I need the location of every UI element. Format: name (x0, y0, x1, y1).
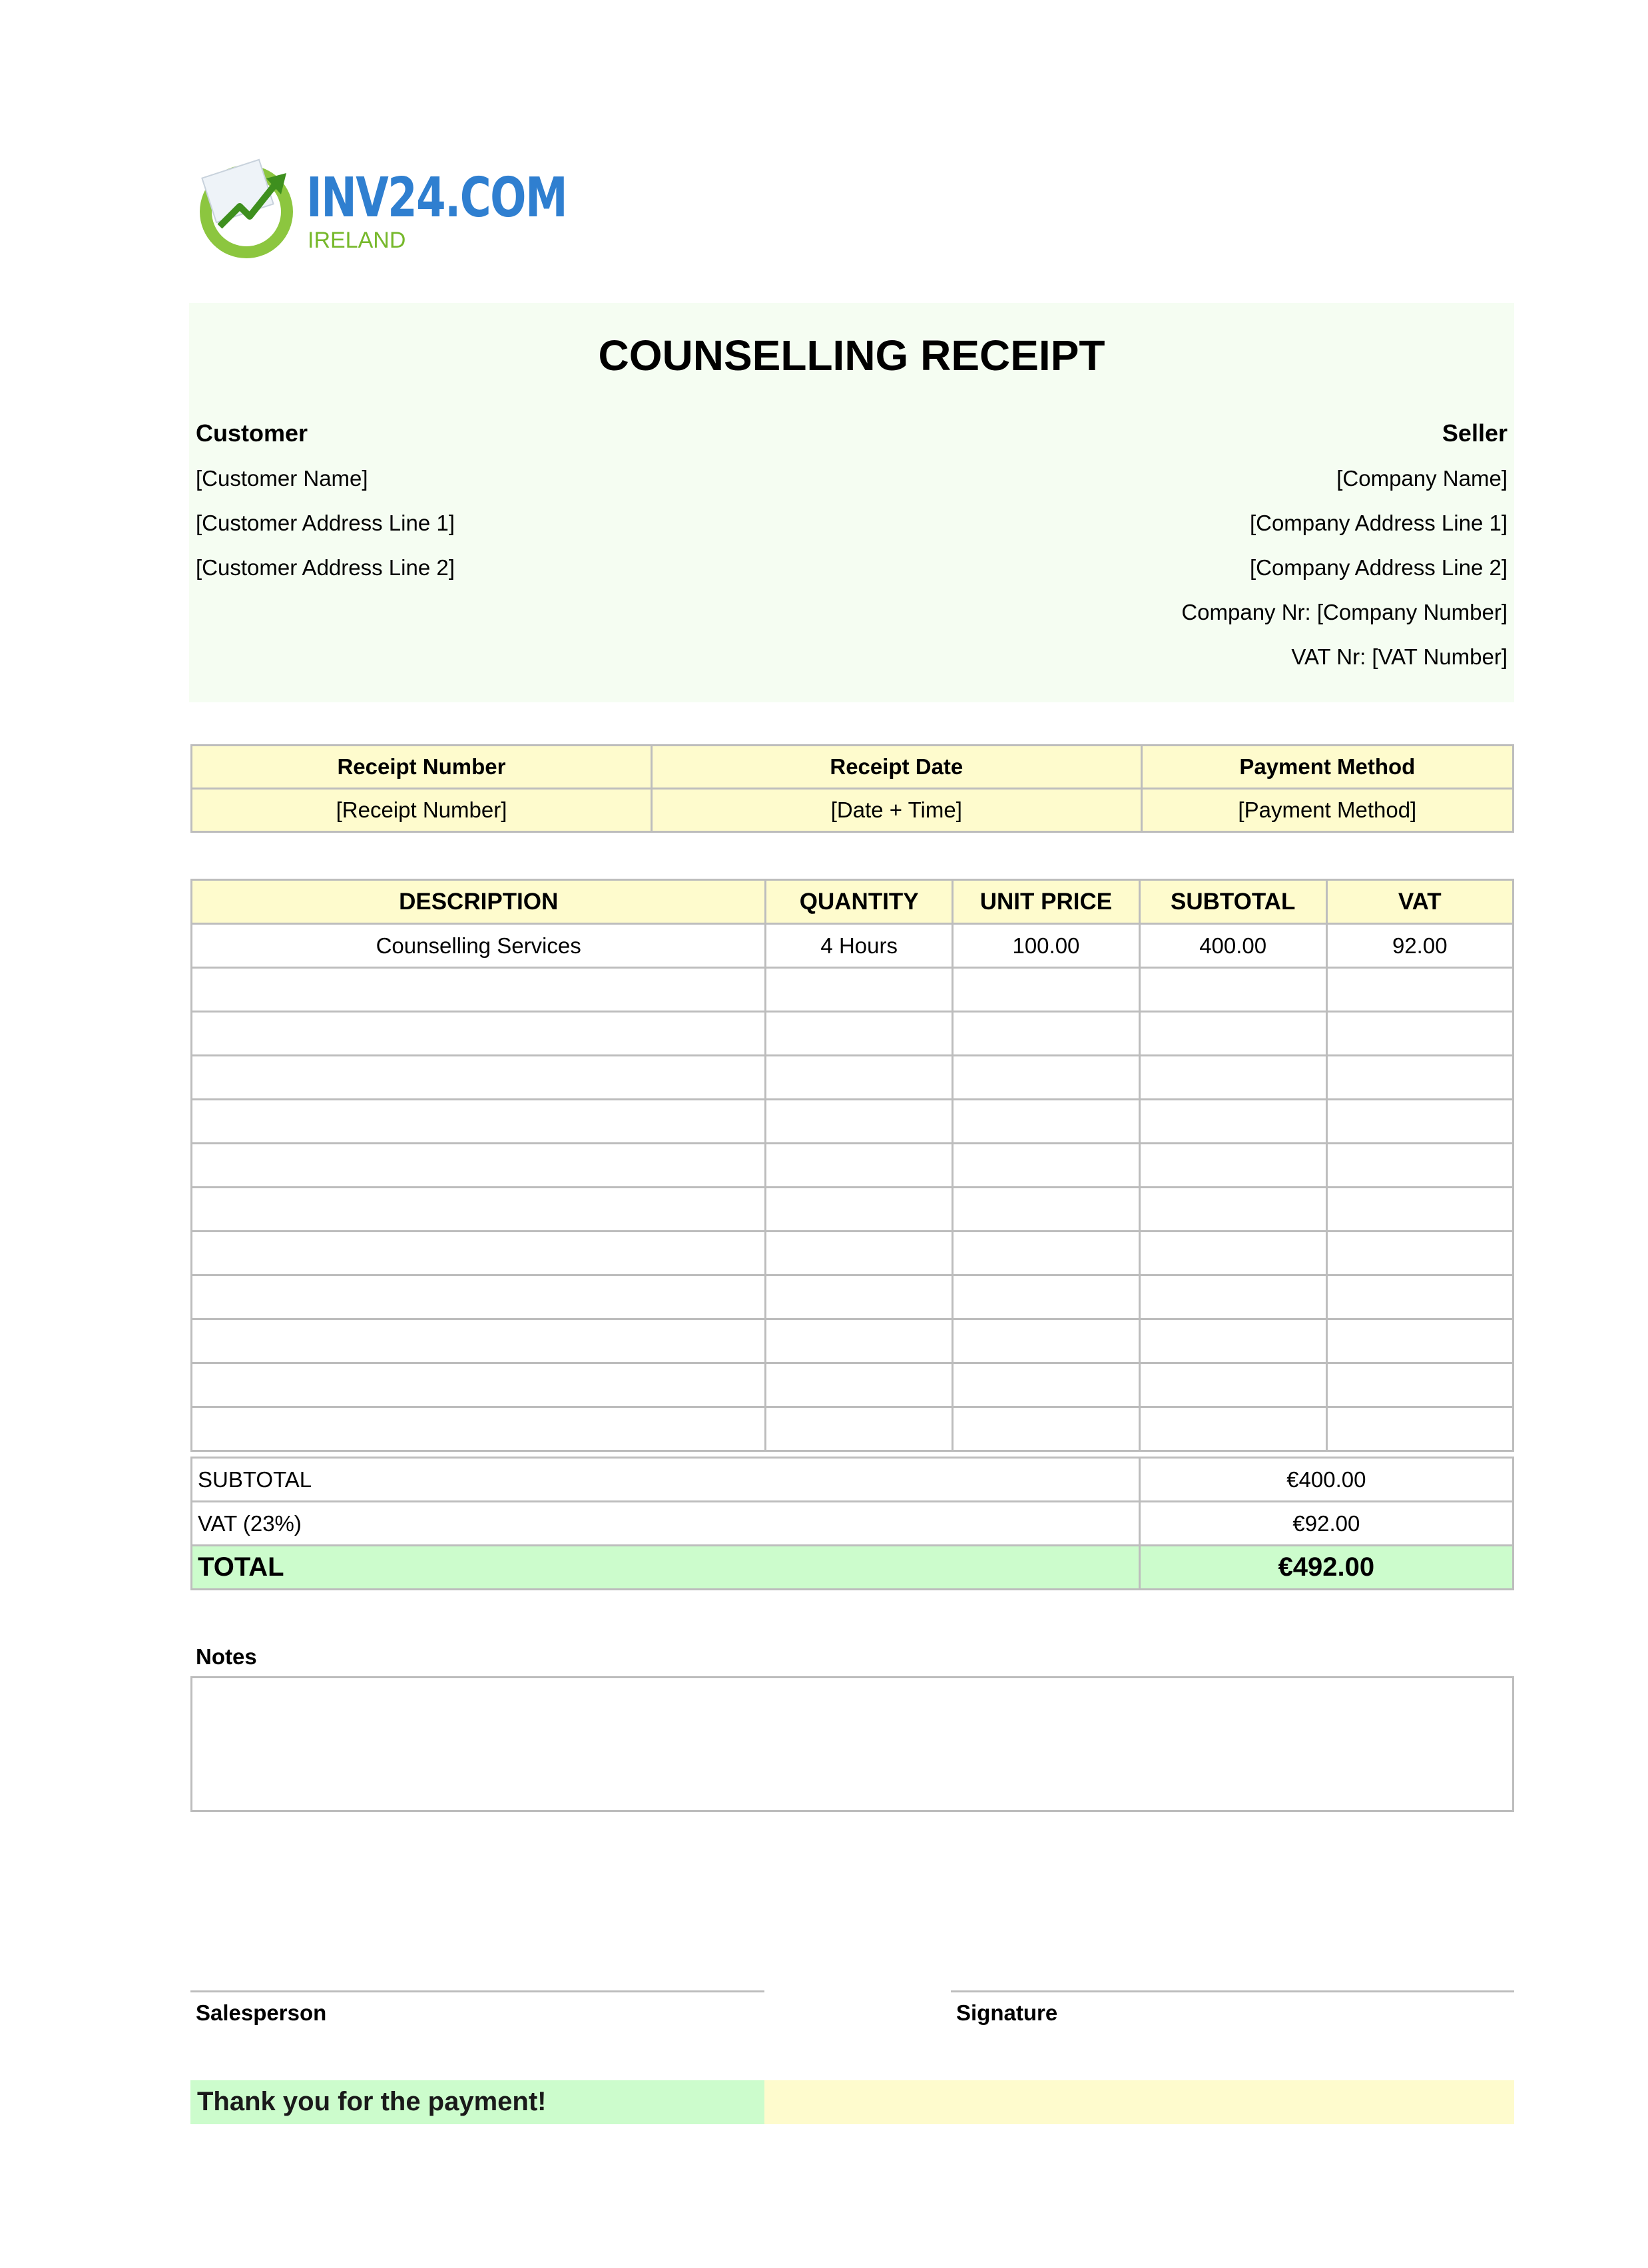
subtotal-cell (1139, 968, 1326, 1012)
unit-price-cell (953, 1100, 1140, 1144)
quantity-cell (766, 1012, 953, 1056)
table-row (192, 1012, 1513, 1056)
vat-cell (1326, 1319, 1513, 1363)
subtotal-cell (1139, 1012, 1326, 1056)
total-row (192, 1546, 1513, 1590)
vat-cell (1326, 1232, 1513, 1275)
unit-price-cell (953, 1232, 1140, 1275)
quantity-cell (766, 968, 953, 1012)
unit-price-cell: 100.00 (953, 924, 1140, 968)
unit-price-cell (953, 1056, 1140, 1100)
unit-price-header: UNIT PRICE (953, 880, 1140, 924)
vat-cell (1326, 1100, 1513, 1144)
seller-company-number: Company Nr: [Company Number] (1181, 600, 1508, 624)
unit-price-cell (953, 1319, 1140, 1363)
table-row (192, 1407, 1513, 1451)
customer-name: [Customer Name] (196, 466, 368, 491)
quantity-cell (766, 1275, 953, 1319)
vat-cell (1326, 1363, 1513, 1407)
table-row (192, 968, 1513, 1012)
quantity-cell (766, 1144, 953, 1188)
subtotal-cell (1139, 1319, 1326, 1363)
unit-price-cell (953, 1012, 1140, 1056)
seller-heading: Seller (1442, 419, 1508, 447)
vat-cell: 92.00 (1326, 924, 1513, 968)
subtotal-cell (1139, 1407, 1326, 1451)
table-row (192, 1188, 1513, 1232)
subtotal-cell (1139, 1232, 1326, 1275)
vat-value: €92.00 (1139, 1502, 1513, 1546)
payment-method-header: Payment Method (1141, 746, 1513, 789)
table-row (192, 1319, 1513, 1363)
vat-cell (1326, 1012, 1513, 1056)
items-body (192, 924, 1513, 1451)
description-cell (192, 1275, 766, 1319)
unit-price-cell (953, 1144, 1140, 1188)
quantity-cell (766, 1100, 953, 1144)
seller-address-line-2: [Company Address Line 2] (1249, 555, 1508, 580)
customer-address-line-2: [Customer Address Line 2] (196, 555, 455, 580)
signature-label: Signature (956, 2000, 1058, 2025)
description-cell (192, 968, 766, 1012)
subtotal-cell (1139, 1100, 1326, 1144)
footer-highlight-bar (764, 2080, 1514, 2124)
seller-address-line-1: [Company Address Line 1] (1249, 511, 1508, 535)
unit-price-cell (953, 968, 1140, 1012)
description-cell (192, 1012, 766, 1056)
customer-address-line-1: [Customer Address Line 1] (196, 511, 455, 535)
thank-you-banner (190, 2080, 764, 2124)
company-logo (193, 153, 567, 260)
description-cell (192, 1056, 766, 1100)
salesperson-label: Salesperson (196, 2000, 327, 2025)
subtotal-label: SUBTOTAL (192, 1458, 1140, 1502)
notes-field[interactable] (190, 1676, 1514, 1812)
quantity-cell (766, 1407, 953, 1451)
vat-cell (1326, 1188, 1513, 1232)
table-row (192, 1363, 1513, 1407)
items-header-row (192, 880, 1513, 924)
seller-name: [Company Name] (1336, 466, 1508, 491)
total-value: €492.00 (1139, 1546, 1513, 1590)
vat-cell (1326, 1144, 1513, 1188)
subtotal-header: SUBTOTAL (1139, 880, 1326, 924)
quantity-cell (766, 1363, 953, 1407)
totals-table (190, 1457, 1514, 1590)
description-cell (192, 1232, 766, 1275)
subtotal-cell (1139, 1275, 1326, 1319)
vat-header: VAT (1326, 880, 1513, 924)
page-title: COUNSELLING RECEIPT (598, 332, 1105, 379)
vat-cell (1326, 1056, 1513, 1100)
description-cell (192, 1363, 766, 1407)
receipt-meta-table (190, 744, 1514, 833)
subtotal-cell: 400.00 (1139, 924, 1326, 968)
receipt-number-value: [Receipt Number] (192, 789, 652, 832)
subtotal-row (192, 1458, 1513, 1502)
quantity-header: QUANTITY (766, 880, 953, 924)
description-cell (192, 1188, 766, 1232)
quantity-cell: 4 Hours (766, 924, 953, 968)
description-cell (192, 1100, 766, 1144)
subtotal-cell (1139, 1363, 1326, 1407)
quantity-cell (766, 1319, 953, 1363)
subtotal-value: €400.00 (1139, 1458, 1513, 1502)
receipt-meta-header-row (192, 746, 1513, 789)
vat-row (192, 1502, 1513, 1546)
signature-line (951, 1990, 1514, 1992)
description-header: DESCRIPTION (192, 880, 766, 924)
vat-cell (1326, 1407, 1513, 1451)
logo-country: IRELAND (308, 228, 406, 253)
items-table (190, 879, 1514, 1452)
quantity-cell (766, 1188, 953, 1232)
unit-price-cell (953, 1188, 1140, 1232)
receipt-number-header: Receipt Number (192, 746, 652, 789)
subtotal-cell (1139, 1188, 1326, 1232)
total-label: TOTAL (192, 1546, 1140, 1590)
receipt-date-header: Receipt Date (651, 746, 1141, 789)
table-row (192, 1100, 1513, 1144)
unit-price-cell (953, 1407, 1140, 1451)
logo-wordmark: INV24.COM (306, 166, 567, 230)
quantity-cell (766, 1056, 953, 1100)
header-panel (189, 303, 1514, 702)
seller-vat-number: VAT Nr: [VAT Number] (1291, 644, 1508, 669)
vat-label: VAT (23%) (192, 1502, 1140, 1546)
table-row (192, 1144, 1513, 1188)
table-row (192, 1232, 1513, 1275)
thank-you-message: Thank you for the payment! (197, 2087, 547, 2116)
vat-cell (1326, 968, 1513, 1012)
subtotal-cell (1139, 1144, 1326, 1188)
receipt-meta-value-row (192, 789, 1513, 832)
notes-label: Notes (196, 1644, 257, 1669)
vat-cell (1326, 1275, 1513, 1319)
quantity-cell (766, 1232, 953, 1275)
receipt-date-value: [Date + Time] (651, 789, 1141, 832)
description-cell (192, 1407, 766, 1451)
subtotal-cell (1139, 1056, 1326, 1100)
payment-method-value: [Payment Method] (1141, 789, 1513, 832)
table-row (192, 924, 1513, 968)
description-cell (192, 1319, 766, 1363)
table-row (192, 1056, 1513, 1100)
salesperson-signature-line (190, 1990, 764, 1992)
unit-price-cell (953, 1363, 1140, 1407)
description-cell (192, 1144, 766, 1188)
description-cell: Counselling Services (192, 924, 766, 968)
unit-price-cell (953, 1275, 1140, 1319)
table-row (192, 1275, 1513, 1319)
logo-chart-icon (193, 153, 300, 260)
customer-heading: Customer (196, 419, 308, 447)
